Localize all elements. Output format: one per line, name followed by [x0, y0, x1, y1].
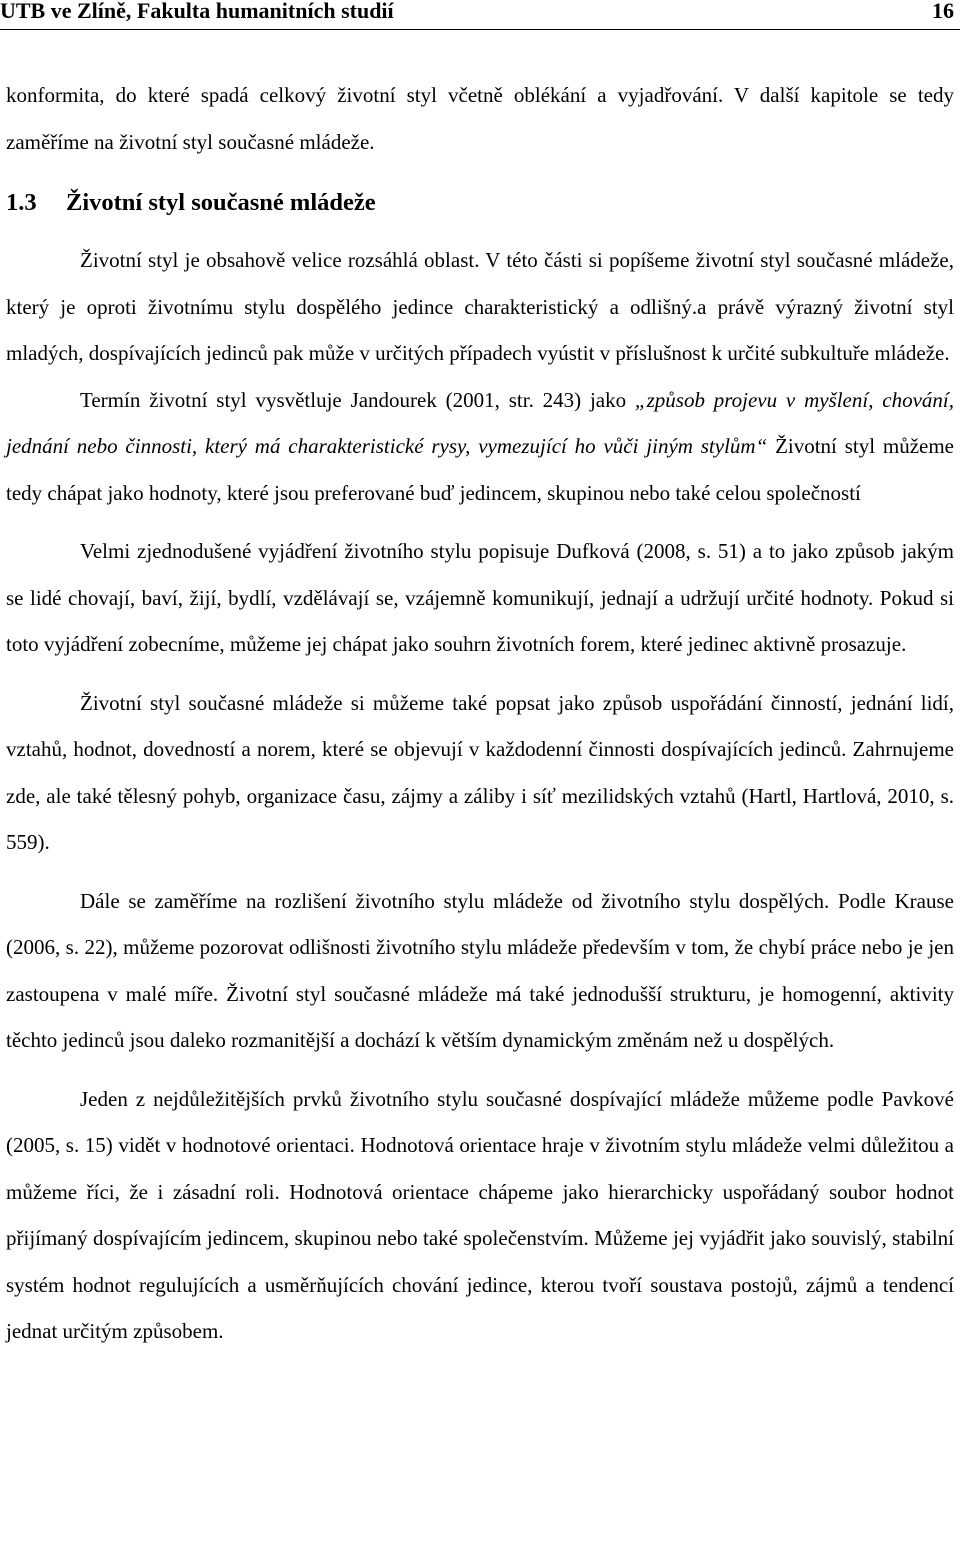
section-number: 1.3: [6, 189, 37, 216]
paragraph-2-end: Životní styl můžeme tedy chápat jako hodnoty, které jsou preferované buď jedincem, skupinou nebo také celou společností: [6, 434, 954, 505]
paragraph-3: Velmi zjednodušené vyjádření životního stylu popisuje Dufková (2008, s. 51) a to jako způsob jakým se lidé chovají, baví, žijí, bydlí, vzdělávají se, vzájemně komunikují, jednají a udržují určité hodnoty. Pokud si toto vyjádření zobecníme, můžeme jej chápat jako souhrn životních forem, které jedinec aktivně prosazuje.: [6, 539, 954, 656]
paragraph-2: [6, 377, 954, 517]
paragraph-1: Životní styl je obsahově velice rozsáhlá oblast. V této části si popíšeme životní styl současné mládeže, který je oproti životnímu stylu dospělého jedince charakteristický a odlišný.a právě výrazný životní styl mladých, dospívajících jedinců pak může v určitých případech vyústit v příslušnost k určité subkultuře mládeže.: [6, 248, 954, 365]
paragraph-2-start: Termín životní styl vysvětluje Jandourek (2001, str. 243) jako: [80, 387, 635, 412]
paragraph-2-quote: „způsob projevu v myšlení, chování, jednání nebo činnosti, který má charakteristické rysy, vymezující ho vůči jiným stylům“: [6, 387, 955, 458]
header-title: UTB ve Zlíně, Fakulta humanitních studií: [0, 0, 394, 23]
section-title: Životní styl současné mládeže: [66, 189, 376, 216]
running-header: [0, 0, 960, 30]
intro-paragraph: konformita, do které spadá celkový životní styl včetně oblékání a vyjadřování. V další kapitole se tedy zaměříme na životní styl současné mládeže.: [6, 83, 954, 154]
paragraph-6: Jeden z nejdůležitějších prvků životního stylu současné dospívající mládeže můžeme podle Pavkové (2005, s. 15) vidět v hodnotové orientaci. Hodnotová orientace hraje v životním stylu mládeže velmi důležitou a můžeme říci, že i zásadní roli. Hodnotová orientace chápeme jako hierarchicky uspořádaný soubor hodnot přijímaný dospívajícím jedincem, skupinou nebo také společenstvím. Můžeme jej vyjádřit jako souvislý, stabilní systém hodnot regulujících a usměrňujících chování jedince, kterou tvoří soustava postojů, zájmů a tendencí jednat určitým způsobem.: [6, 1086, 954, 1343]
section-heading: [6, 185, 954, 221]
body-text: [6, 72, 954, 1355]
paragraph-4: Životní styl současné mládeže si můžeme také popsat jako způsob uspořádání činností, jednání lidí, vztahů, hodnot, dovedností a norem, které se objevují v každodenní činnosti dospívajících jedinců. Zahrnujeme zde, ale také tělesný pohyb, organizace času, zájmy a záliby i síť mezilidských vztahů (Hartl, Hartlová, 2010, s. 559).: [6, 690, 954, 854]
paragraph-5: Dále se zaměříme na rozlišení životního stylu mládeže od životního stylu dospělých. Podle Krause (2006, s. 22), můžeme pozorovat odlišnosti životního stylu mládeže především v tom, že chybí práce nebo je jen zastoupena v malé míře. Životní styl současné mládeže má také jednodušší strukturu, je homogenní, aktivity těchto jedinců jsou daleko rozmanitější a dochází k větším dynamickým změnám než u dospělých.: [6, 888, 954, 1052]
page-number: 16: [932, 0, 954, 23]
